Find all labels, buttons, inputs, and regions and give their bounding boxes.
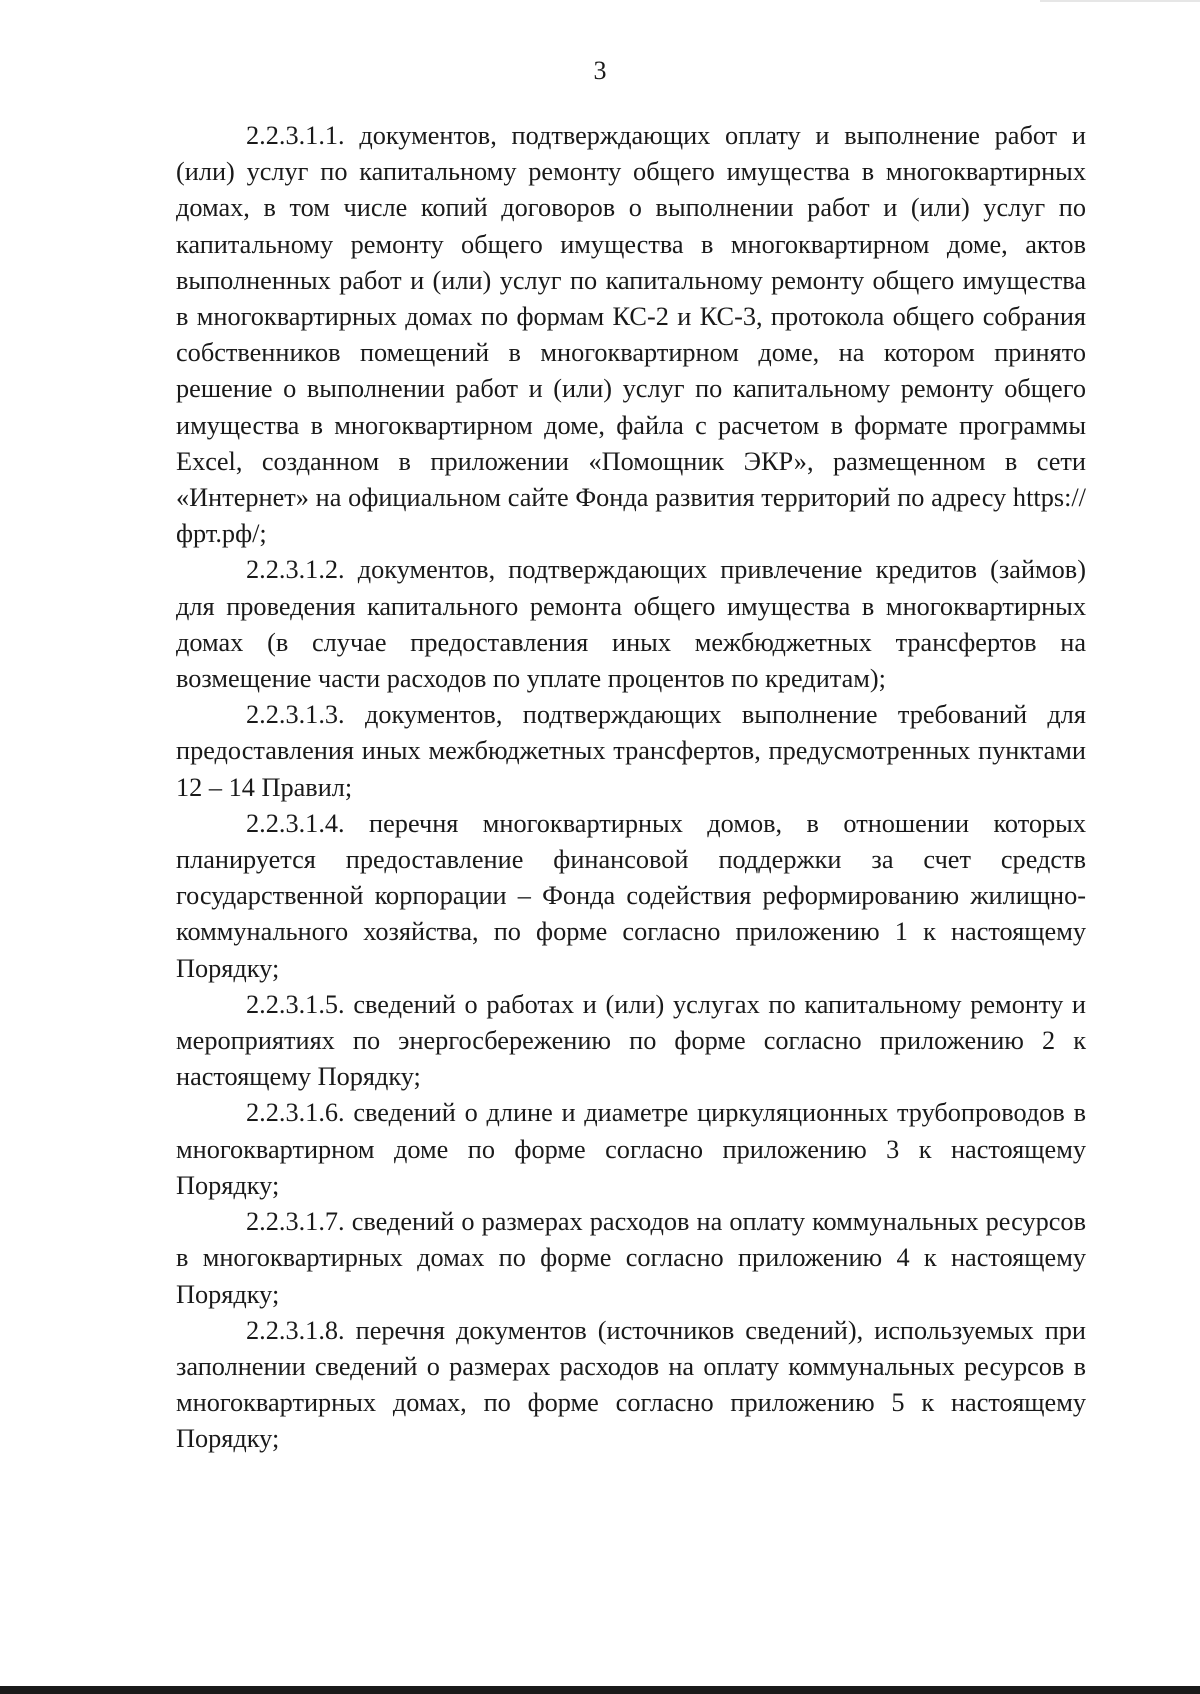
- paragraph-2-2-3-1-8: 2.2.3.1.8. перечня документов (источников сведений), используемых при заполнении сведений о размерах расходов на оплату коммунальных ресурсов в многоквартирных домах, по форме согласно приложению 5 к настоящему Порядку;: [176, 1315, 1086, 1454]
- document-body: [176, 118, 1086, 1458]
- paragraph-2-2-3-1-6: 2.2.3.1.6. сведений о длине и диаметре циркуляционных трубопроводов в многоквартирном доме по форме согласно приложению 3 к настоящему Порядку;: [176, 1098, 1086, 1200]
- paragraph-2-2-3-1-1: 2.2.3.1.1. документов, подтверждающих оплату и выполнение работ и (или) услуг по капитальному ремонту общего имущества в многоквартирных домах, в том числе копий договоров о выполнении работ и (или) услуг по капитальному ремонту общего имущества в многоквартирном доме, актов выполненных работ и (или) услуг по капитальному ремонту общего имущества в многоквартирных домах по формам КС-2 и КС-3, протокола общего собрания собственников помещений в многоквартирном доме, на котором принято решение о выполнении работ и (или) услуг по капитальному ремонту общего имущества в многоквартирном доме, файла с расчетом в формате программы Excel, созданном в приложении «Помощник ЭКР», размещенном в сети «Интернет» на официальном сайте Фонда развития территорий по адресу https://фрт.рф/;: [176, 121, 1086, 549]
- paragraph-2-2-3-1-2: 2.2.3.1.2. документов, подтверждающих привлечение кредитов (займов) для проведения капитального ремонта общего имущества в многоквартирных домах (в случае предоставления иных межбюджетных трансфертов на возмещение части расходов по уплате процентов по кредитам);: [176, 555, 1086, 694]
- scan-edge-mark: [1040, 0, 1200, 2]
- paragraph-2-2-3-1-7: 2.2.3.1.7. сведений о размерах расходов на оплату коммунальных ресурсов в многоквартирных домах по форме согласно приложению 4 к настоящему Порядку;: [176, 1207, 1086, 1309]
- paragraph-2-2-3-1-5: 2.2.3.1.5. сведений о работах и (или) услугах по капитальному ремонту и мероприятиях по энергосбережению по форме согласно приложению 2 к настоящему Порядку;: [176, 989, 1086, 1092]
- page-number: 3: [593, 56, 607, 85]
- paragraph-2-2-3-1-3: 2.2.3.1.3. документов, подтверждающих выполнение требований для предоставления иных межбюджетных трансфертов, предусмотренных пунктами 12 – 14 Правил;: [176, 700, 1086, 802]
- paragraph-2-2-3-1-4: 2.2.3.1.4. перечня многоквартирных домов, в отношении которых планируется предоставление финансовой поддержки за счет средств государственной корпорации – Фонда содействия реформированию жилищно-коммунального хозяйства, по форме согласно приложению 1 к настоящему Порядку;: [176, 808, 1086, 983]
- scan-bottom-edge: [0, 1686, 1200, 1694]
